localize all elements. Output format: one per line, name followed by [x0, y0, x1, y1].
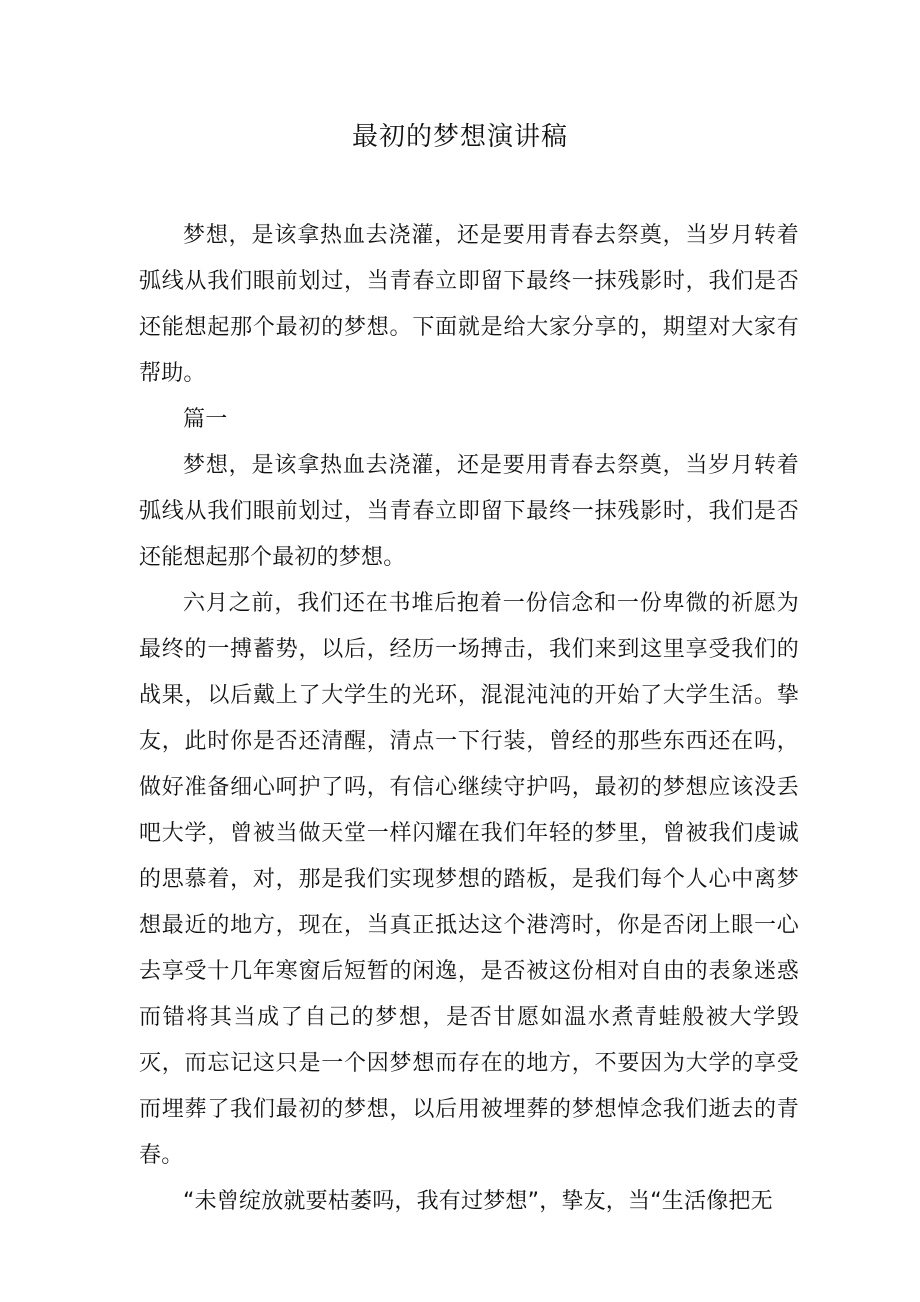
- intro-paragraph: 梦想，是该拿热血去浇灌，还是要用青春去祭奠，当岁月转着弧线从我们眼前划过，当青春立即留下最终一抹残影时，我们是否还能想起那个最初的梦想。下面就是给大家分享的，期望对大家有帮助。: [139, 223, 799, 386]
- body-paragraph-3: “未曾绽放就要枯萎吗，我有过梦想”，挚友，当“生活像把无: [183, 1189, 773, 1214]
- body-paragraph-2: 六月之前，我们还在书堆后抱着一份信念和一份卑微的祈愿为最终的一搏蓄势，以后，经历一场搏击，我们来到这里享受我们的战果，以后戴上了大学生的光环，混混沌沌的开始了大学生活。挚友，此时你是否还清醒，清点一下行装，曾经的那些东西还在吗，做好准备细心呵护了吗，有信心继续守护吗，最初的梦想应该没丢吧大学，曾被当做天堂一样闪耀在我们年轻的梦里，曾被我们虔诚的思慕着，对，那是我们实现梦想的踏板，是我们每个人心中离梦想最近的地方，现在，当真正抵达这个港湾时，你是否闭上眼一心去享受十几年寒窗后短暂的闲逸，是否被这份相对自由的表象迷惑而错将其当成了自己的梦想，是否甘愿如温水煮青蛙般被大学毁灭，而忘记这只是一个因梦想而存在的地方，不要因为大学的享受而埋葬了我们最初的梦想，以后用被埋葬的梦想悼念我们逝去的青春。: [139, 591, 799, 1168]
- section-label: 篇一: [183, 407, 228, 432]
- document-body: [139, 213, 799, 1225]
- document-title: 最初的梦想演讲稿: [351, 122, 568, 152]
- body-paragraph-1: 梦想，是该拿热血去浇灌，还是要用青春去祭奠，当岁月转着弧线从我们眼前划过，当青春立即留下最终一抹残影时，我们是否还能想起那个最初的梦想。: [139, 453, 799, 570]
